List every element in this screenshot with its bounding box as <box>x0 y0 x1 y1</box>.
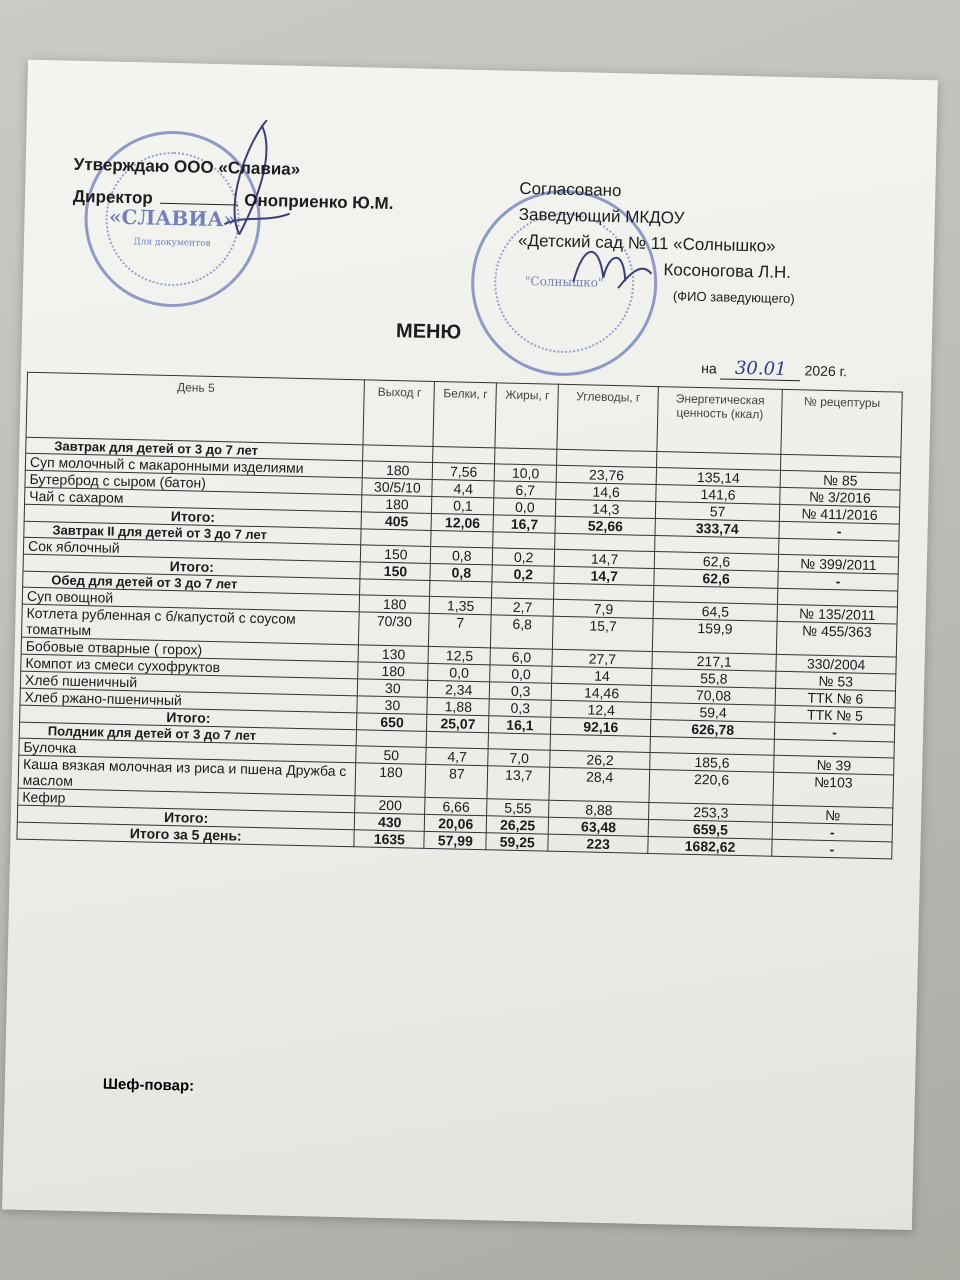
fat-cell: 0,2 <box>492 565 554 583</box>
dish-name: Кефир <box>18 788 356 813</box>
fat-cell: 59,25 <box>486 833 548 851</box>
yield-cell: 200 <box>355 796 425 815</box>
protein-cell: 7 <box>429 613 492 647</box>
yield-cell: 30 <box>358 679 428 698</box>
empty-cell <box>431 530 493 547</box>
energy-cell: 62,6 <box>654 569 778 589</box>
protein-cell: 87 <box>425 764 488 798</box>
yield-cell: 430 <box>355 813 425 832</box>
agreed-label: Согласовано <box>519 178 622 201</box>
carbs-cell: 23,76 <box>556 465 656 484</box>
carbs-cell: 7,9 <box>553 599 653 618</box>
director-signature <box>204 114 297 246</box>
recipe-cell: - <box>779 521 899 541</box>
energy-cell: 70,08 <box>651 685 775 705</box>
protein-cell: 0,1 <box>432 496 494 514</box>
fat-cell: 10,0 <box>494 464 556 482</box>
head-position: Заведующий МКДОУ <box>518 204 685 228</box>
recipe-cell: - <box>774 722 894 742</box>
energy-cell: 159,9 <box>653 619 778 655</box>
recipe-cell: № 399/2011 <box>778 554 898 574</box>
fat-cell: 0,2 <box>493 548 555 566</box>
yield-cell: 1635 <box>354 830 424 849</box>
yield-cell: 30 <box>357 696 427 715</box>
director-name: Оноприенко Ю.М. <box>244 190 394 213</box>
empty-cell <box>488 733 550 750</box>
dish-name: Компот из смеси сухофруктов <box>21 654 359 679</box>
dish-name: Итого за 5 день: <box>17 822 355 847</box>
company-stamp-subtext: Для документов <box>133 237 211 249</box>
energy-cell: 659,5 <box>648 819 772 839</box>
recipe-cell: - <box>772 822 892 842</box>
dish-name: Итого: <box>20 705 358 730</box>
recipe-cell: № 53 <box>776 671 896 691</box>
head-caption: (ФИО заведующего) <box>672 288 795 307</box>
yield-cell: 180 <box>360 595 430 614</box>
empty-cell <box>433 446 495 463</box>
recipe-cell: 330/2004 <box>776 654 896 674</box>
recipe-cell: № 85 <box>780 470 900 490</box>
recipe-cell: № 411/2016 <box>779 504 899 524</box>
empty-cell <box>363 445 433 463</box>
menu-table-body <box>17 437 901 859</box>
director-prefix: Директор <box>72 186 154 208</box>
yield-cell: 405 <box>361 512 431 531</box>
dish-name: Суп овощной <box>22 587 360 612</box>
carbs-cell: 14,6 <box>556 482 656 501</box>
section-title: Полдник для детей от 3 до 7 лет <box>19 722 357 746</box>
date-year: 2026 г. <box>804 362 848 380</box>
dish-name: Каша вязкая молочная из риса и пшена Дружба с маслом <box>18 755 356 796</box>
protein-cell: 6,66 <box>425 797 487 815</box>
energy-cell: 57 <box>656 502 780 522</box>
dish-name: Итого: <box>24 504 362 529</box>
energy-cell: 64,5 <box>653 602 777 622</box>
fat-cell: 13,7 <box>487 766 550 800</box>
fat-cell: 16,1 <box>489 716 551 734</box>
recipe-cell: ТТК № 6 <box>775 688 895 708</box>
yield-cell: 180 <box>358 662 428 681</box>
yield-cell: 70/30 <box>359 612 430 647</box>
fat-cell: 0,3 <box>489 699 551 717</box>
carbs-cell: 28,4 <box>549 767 650 802</box>
section-title: Завтрак II для детей от 3 до 7 лет <box>24 521 362 545</box>
date-handwritten: 30.01 <box>720 357 800 381</box>
dish-name: Суп молочный с макаронными изделиями <box>25 453 363 478</box>
header-yield: Выход г <box>363 380 434 447</box>
carbs-cell: 8,88 <box>549 800 649 819</box>
recipe-cell: № 455/363 <box>776 621 897 657</box>
kindergarten-name: «Детский сад № 11 «Солнышко» <box>517 230 776 256</box>
fat-cell: 0,0 <box>490 665 552 683</box>
recipe-cell: № 3/2016 <box>780 487 900 507</box>
protein-cell: 1,35 <box>430 596 492 614</box>
energy-cell: 626,78 <box>651 719 775 739</box>
fat-cell: 0,0 <box>494 498 556 516</box>
protein-cell: 25,07 <box>427 714 489 732</box>
section-title: Завтрак для детей от 3 до 7 лет <box>26 437 364 461</box>
carbs-cell: 15,7 <box>553 616 654 651</box>
head-name: Косоногова Л.Н. <box>663 260 792 283</box>
protein-cell: 12,5 <box>428 646 490 664</box>
energy-cell: 1682,62 <box>648 836 772 856</box>
protein-cell: 2,34 <box>428 680 490 698</box>
yield-cell: 30/5/10 <box>362 478 432 497</box>
empty-cell <box>430 580 492 597</box>
dish-name: Итого: <box>17 805 355 830</box>
empty-cell <box>357 730 427 748</box>
energy-cell: 55,8 <box>652 668 776 688</box>
signature-line <box>159 203 237 206</box>
menu-date <box>701 357 847 382</box>
chef-label: Шеф-повар: <box>102 1075 195 1095</box>
kindergarten-stamp-text: "Солнышко" <box>524 274 604 290</box>
yield-cell: 130 <box>358 645 428 664</box>
dish-name: Итого: <box>23 554 361 579</box>
carbs-cell: 14 <box>552 666 652 685</box>
fat-cell: 6,0 <box>490 648 552 666</box>
yield-cell: 50 <box>356 746 426 765</box>
recipe-cell: №103 <box>773 772 894 808</box>
protein-cell: 12,06 <box>431 513 493 531</box>
header-day: День 5 <box>26 372 365 445</box>
energy-cell: 185,6 <box>650 752 774 772</box>
menu-sheet <box>2 60 938 1230</box>
energy-cell: 62,6 <box>654 552 778 572</box>
yield-cell: 150 <box>360 562 430 581</box>
empty-cell <box>426 731 488 748</box>
carbs-cell: 27,7 <box>552 649 652 668</box>
recipe-cell: - <box>778 571 898 591</box>
fat-cell: 26,25 <box>486 816 548 834</box>
empty-cell <box>493 532 555 549</box>
carbs-cell: 26,2 <box>550 750 650 769</box>
empty-cell <box>492 582 554 599</box>
company-stamp-text: «СЛАВИА» <box>108 204 237 232</box>
energy-cell: 135,14 <box>656 468 780 488</box>
dish-name: Сок яблочный <box>23 537 361 562</box>
dish-name: Бутерброд с сыром (батон) <box>25 470 363 495</box>
yield-cell: 150 <box>361 545 431 564</box>
energy-cell: 253,3 <box>649 802 773 822</box>
fat-cell: 7,0 <box>488 749 550 767</box>
fat-cell: 6,7 <box>494 481 556 499</box>
dish-name: Чай с сахаром <box>25 487 363 512</box>
dish-name: Хлеб ржано-пшеничный <box>20 688 358 713</box>
header-energy: Энергетическая ценность (ккал) <box>657 387 782 455</box>
energy-cell: 217,1 <box>652 651 776 671</box>
protein-cell: 57,99 <box>424 831 486 849</box>
header-carbs: Углеводы, г <box>557 384 658 451</box>
empty-cell <box>360 579 430 597</box>
recipe-cell: № 39 <box>774 755 894 775</box>
protein-cell: 0,0 <box>428 663 490 681</box>
protein-cell: 0,8 <box>431 546 493 564</box>
protein-cell: 1,88 <box>427 697 489 715</box>
energy-cell: 141,6 <box>656 485 780 505</box>
date-prefix: на <box>701 360 718 377</box>
dish-name: Хлеб пшеничный <box>20 671 358 696</box>
yield-cell: 650 <box>357 713 427 732</box>
fat-cell: 6,8 <box>491 615 554 649</box>
carbs-cell: 14,7 <box>555 549 655 568</box>
empty-cell <box>361 529 431 547</box>
header-recipe: № рецептуры <box>781 389 902 457</box>
carbs-cell: 92,16 <box>551 717 651 736</box>
header-protein: Белки, г <box>433 381 496 447</box>
header-fat: Жиры, г <box>495 383 558 449</box>
page-title: МЕНЮ <box>395 320 462 344</box>
recipe-cell: ТТК № 5 <box>775 705 895 725</box>
protein-cell: 4,4 <box>432 479 494 497</box>
carbs-cell: 14,46 <box>551 683 651 702</box>
carbs-cell: 14,3 <box>556 499 656 518</box>
fat-cell: 5,55 <box>487 799 549 817</box>
protein-cell: 20,06 <box>425 814 487 832</box>
energy-cell: 333,74 <box>655 519 779 539</box>
recipe-cell: - <box>772 839 892 859</box>
carbs-cell: 63,48 <box>548 817 648 836</box>
energy-cell: 59,4 <box>651 702 775 722</box>
section-title: Обед для детей от 3 до 7 лет <box>23 571 361 595</box>
fat-cell: 16,7 <box>493 515 555 533</box>
carbs-cell: 52,66 <box>555 516 655 535</box>
dish-name: Бобовые отварные ( горох) <box>21 637 359 662</box>
yield-cell: 180 <box>355 763 426 798</box>
energy-cell: 220,6 <box>649 769 774 805</box>
protein-cell: 0,8 <box>430 563 492 581</box>
fat-cell: 2,7 <box>491 598 553 616</box>
recipe-cell: № 135/2011 <box>777 604 897 624</box>
yield-cell: 180 <box>363 461 433 480</box>
carbs-cell: 14,7 <box>554 566 654 585</box>
fat-cell: 0,3 <box>490 682 552 700</box>
protein-cell: 4,7 <box>426 747 488 765</box>
approval-line: Утверждаю ООО «Славиа» <box>73 154 301 179</box>
yield-cell: 180 <box>362 495 432 514</box>
dish-name: Котлета рубленная с б/капустой с соусом томатным <box>22 604 360 645</box>
recipe-cell: № <box>773 805 893 825</box>
carbs-cell: 12,4 <box>551 700 651 719</box>
carbs-cell: 223 <box>548 834 648 853</box>
empty-cell <box>495 448 557 465</box>
protein-cell: 7,56 <box>433 462 495 480</box>
menu-table <box>16 372 902 860</box>
dish-name: Булочка <box>19 738 357 763</box>
